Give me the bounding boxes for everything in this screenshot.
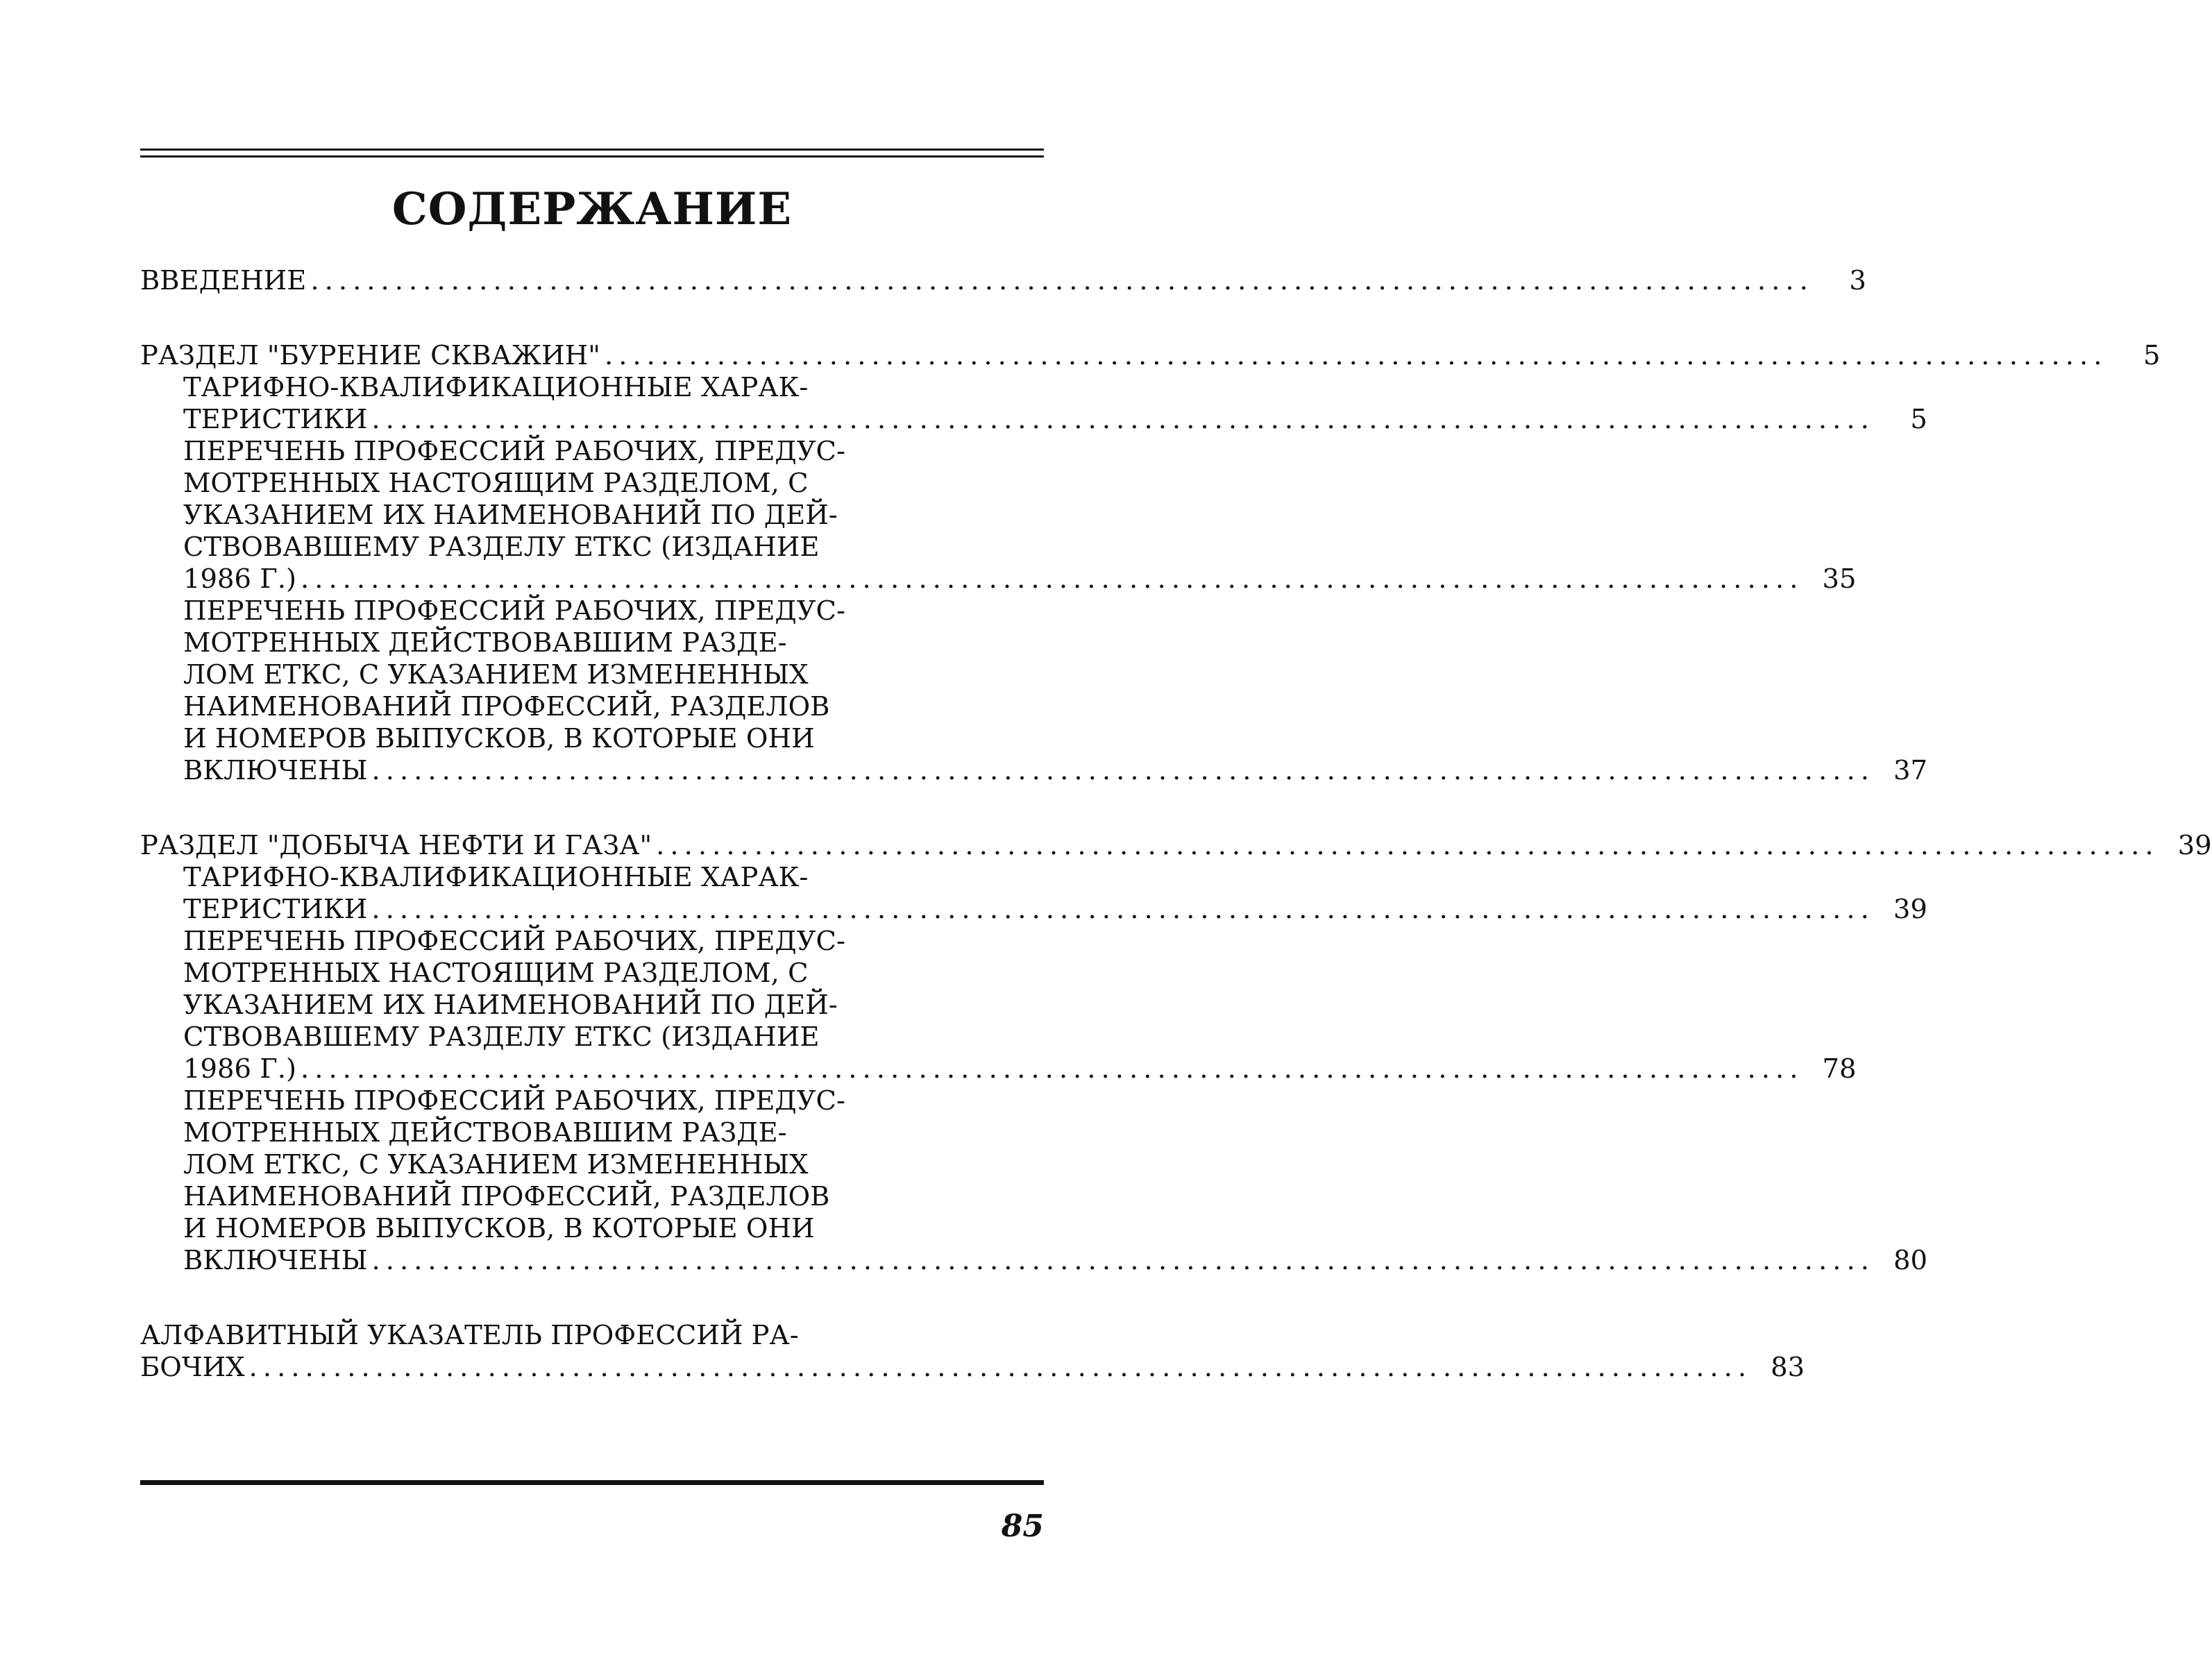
toc-entry-text: 1986 Г.)	[183, 1053, 296, 1085]
bottom-rule	[140, 1480, 1044, 1485]
toc-entry-text: УКАЗАНИЕМ ИХ НАИМЕНОВАНИЙ ПО ДЕЙ-	[183, 500, 838, 531]
toc-entry-text: ВКЛЮЧЕНЫ	[183, 755, 368, 786]
toc-page-number: 80	[1893, 1245, 1927, 1276]
toc-entry-text: НАИМЕНОВАНИЙ ПРОФЕССИЙ, РАЗДЕЛОВ	[183, 691, 830, 722]
section-spacer	[140, 297, 1004, 340]
toc-entry-text: 1986 Г.)	[183, 563, 296, 595]
section-spacer	[140, 787, 1004, 830]
toc-entry-last-line	[183, 755, 1927, 787]
dot-leader: ...........................................................................................................	[656, 830, 2159, 861]
toc-entry-alphabetical-index[interactable]	[140, 1320, 1805, 1384]
toc-entry-text: НАИМЕНОВАНИЙ ПРОФЕССИЙ, РАЗДЕЛОВ	[183, 1181, 830, 1212]
dot-leader: ...........................................................................................................	[371, 404, 1875, 435]
toc-entry-last-line	[140, 340, 2161, 372]
top-rule-line	[140, 155, 1044, 158]
toc-entry-last-line	[183, 563, 1857, 595]
dot-leader: ...........................................................................................................	[604, 340, 2108, 371]
toc-entry-text: МОТРЕННЫХ НАСТОЯЩИМ РАЗДЕЛОМ, С	[183, 958, 809, 989]
toc-entry-text: ТАРИФНО-КВАЛИФИКАЦИОННЫЕ ХАРАК-	[183, 862, 809, 893]
toc-entry-text: ТЕРИСТИКИ	[183, 894, 368, 925]
toc-entry-last-line	[183, 1245, 1927, 1277]
toc-entry-text: ЛОМ ЕТКС, С УКАЗАНИЕМ ИЗМЕНЕННЫХ	[183, 1149, 809, 1180]
toc-page-number: 3	[1849, 265, 1866, 296]
toc-entry-text: ПЕРЕЧЕНЬ ПРОФЕССИЙ РАБОЧИХ, ПРЕДУС-	[183, 1085, 846, 1117]
toc-page-number: 5	[1910, 404, 1927, 435]
toc-entry-text: АЛФАВИТНЫЙ УКАЗАТЕЛЬ ПРОФЕССИЙ РА-	[140, 1320, 799, 1351]
dot-leader: ...........................................................................................................	[310, 265, 1814, 296]
dot-leader: ...........................................................................................................	[248, 1352, 1753, 1383]
toc-page-number: 83	[1771, 1352, 1805, 1383]
toc-entry-text: ПЕРЕЧЕНЬ ПРОФЕССИЙ РАБОЧИХ, ПРЕДУС-	[183, 926, 846, 957]
toc-entry-text: РАЗДЕЛ "ДОБЫЧА НЕФТИ И ГАЗА"	[140, 830, 652, 861]
toc-entry-last-line	[183, 894, 1927, 926]
toc-page-number: 35	[1822, 563, 1857, 595]
toc-entry-text: И НОМЕРОВ ВЫПУСКОВ, В КОТОРЫЕ ОНИ	[183, 1213, 815, 1244]
toc-page-number: 39	[1893, 894, 1927, 925]
toc-entry-text: И НОМЕРОВ ВЫПУСКОВ, В КОТОРЫЕ ОНИ	[183, 723, 815, 754]
toc-entry-text: БОЧИХ	[140, 1352, 245, 1383]
toc-entry-professions-list-current[interactable]	[183, 926, 1857, 1085]
toc-entry-tariff-characteristics[interactable]	[183, 372, 1927, 436]
toc-entry-professions-list-former[interactable]	[183, 1085, 1927, 1277]
toc-entry-text: МОТРЕННЫХ НАСТОЯЩИМ РАЗДЕЛОМ, С	[183, 468, 809, 499]
toc-entry-section-oil-gas[interactable]	[140, 830, 2212, 862]
toc-entry-text: ТАРИФНО-КВАЛИФИКАЦИОННЫЕ ХАРАК-	[183, 372, 809, 403]
toc-entry-last-line	[183, 404, 1927, 436]
toc-entry-introduction[interactable]	[140, 265, 1866, 297]
toc-entry-professions-list-former[interactable]	[183, 595, 1927, 787]
toc-entry-text: ТЕРИСТИКИ	[183, 404, 368, 435]
dot-leader: ...........................................................................................................	[371, 755, 1875, 786]
toc-entry-text: СТВОВАВШЕМУ РАЗДЕЛУ ЕТКС (ИЗДАНИЕ	[183, 532, 820, 563]
toc-entry-text: МОТРЕННЫХ ДЕЙСТВОВАВШИМ РАЗДЕ-	[183, 1117, 787, 1148]
toc-entry-text: РАЗДЕЛ "БУРЕНИЕ СКВАЖИН"	[140, 340, 600, 371]
toc-page-number: 39	[2177, 830, 2212, 861]
dot-leader: ...........................................................................................................	[371, 1245, 1875, 1276]
dot-leader: ...........................................................................................................	[300, 1053, 1804, 1085]
toc-entry-text: МОТРЕННЫХ ДЕЙСТВОВАВШИМ РАЗДЕ-	[183, 627, 787, 659]
toc-entry-last-line	[140, 830, 2212, 862]
dot-leader: ...........................................................................................................	[300, 563, 1804, 595]
top-double-rule	[140, 149, 1044, 158]
toc-entry-text: ПЕРЕЧЕНЬ ПРОФЕССИЙ РАБОЧИХ, ПРЕДУС-	[183, 595, 846, 627]
toc-entry-tariff-characteristics[interactable]	[183, 862, 1927, 926]
top-rule-line	[140, 149, 1044, 151]
toc-page-number: 37	[1893, 755, 1927, 786]
page-title: СОДЕРЖАНИЕ	[391, 183, 793, 235]
toc-entry-text: ВКЛЮЧЕНЫ	[183, 1245, 368, 1276]
toc-entry-last-line	[140, 1352, 1805, 1384]
table-of-contents	[140, 265, 2212, 1384]
toc-entry-last-line	[183, 1053, 1857, 1085]
toc-entry-text: СТВОВАВШЕМУ РАЗДЕЛУ ЕТКС (ИЗДАНИЕ	[183, 1021, 820, 1053]
toc-entry-text: ВВЕДЕНИЕ	[140, 265, 307, 296]
toc-entry-text: ПЕРЕЧЕНЬ ПРОФЕССИЙ РАБОЧИХ, ПРЕДУС-	[183, 436, 846, 467]
toc-page-number: 5	[2143, 340, 2161, 371]
toc-entry-text: ЛОМ ЕТКС, С УКАЗАНИЕМ ИЗМЕНЕННЫХ	[183, 659, 809, 690]
toc-entry-professions-list-current[interactable]	[183, 436, 1857, 595]
toc-entry-section-drilling[interactable]	[140, 340, 2161, 372]
section-spacer	[140, 1277, 1004, 1320]
toc-entry-text: УКАЗАНИЕМ ИХ НАИМЕНОВАНИЙ ПО ДЕЙ-	[183, 990, 838, 1021]
page-number: 85	[1001, 1509, 1044, 1544]
toc-entry-last-line	[140, 265, 1866, 297]
toc-page-number: 78	[1822, 1053, 1857, 1085]
dot-leader: ...........................................................................................................	[371, 894, 1875, 925]
